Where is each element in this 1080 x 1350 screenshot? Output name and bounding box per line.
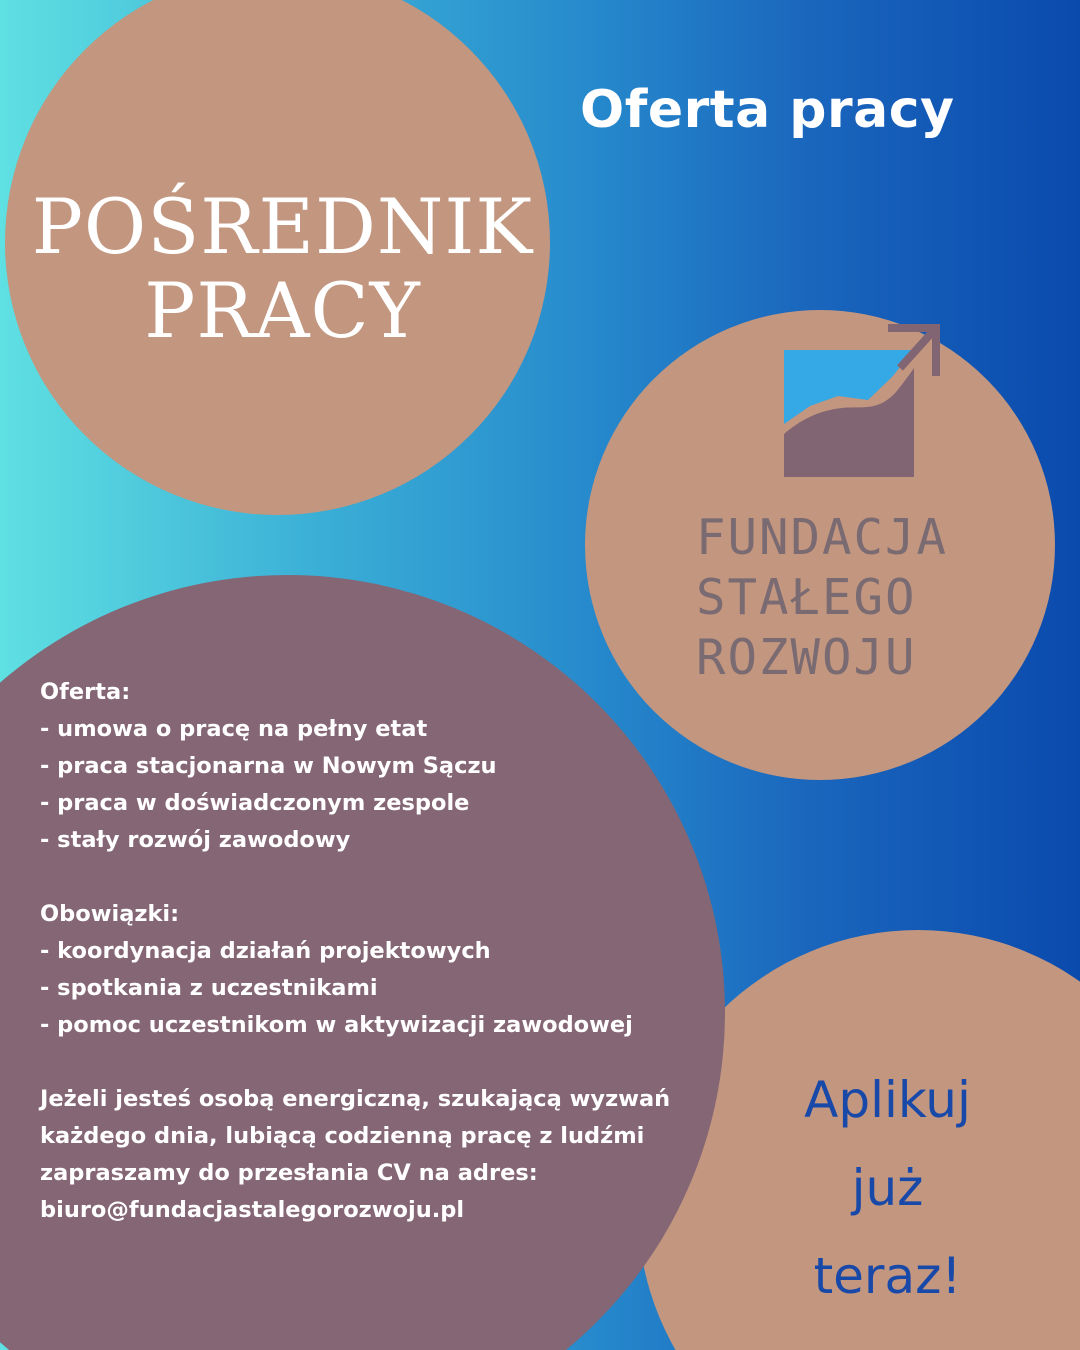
duty-item: - koordynacja działań projektowych xyxy=(40,938,491,964)
invite-line: każdego dnia, lubiącą codzienną pracę z ludźmi xyxy=(40,1123,645,1149)
cta-line: już xyxy=(851,1159,924,1217)
growth-chart-logo-icon xyxy=(780,322,942,477)
cta-line: teraz! xyxy=(813,1247,962,1305)
logo-line: STAŁEGO xyxy=(696,569,917,626)
offer-details xyxy=(40,674,710,1229)
page-title: Oferta pracy xyxy=(580,80,955,140)
foundation-logo-text xyxy=(696,508,1006,688)
contact-email: biuro@fundacjastalegorozwoju.pl xyxy=(40,1197,465,1223)
offer-heading: Oferta: xyxy=(40,679,131,705)
section-spacer xyxy=(40,859,710,896)
offer-item: - umowa o pracę na pełny etat xyxy=(40,716,428,742)
duties-heading: Obowiązki: xyxy=(40,901,180,927)
logo-line: FUNDACJA xyxy=(696,509,949,566)
offer-item: - praca w doświadczonym zespole xyxy=(40,790,470,816)
invite-line: Jeżeli jesteś osobą energiczną, szukającą wyzwań xyxy=(40,1086,671,1112)
section-spacer xyxy=(40,1044,710,1081)
offer-item: - praca stacjonarna w Nowym Sączu xyxy=(40,753,497,779)
cta-line: Aplikuj xyxy=(804,1071,971,1129)
logo-line: ROZWOJU xyxy=(696,629,917,686)
job-title: POŚREDNIK PRACY xyxy=(31,182,534,355)
duty-item: - pomoc uczestnikom w aktywizacji zawodowej xyxy=(40,1012,633,1038)
duty-item: - spotkania z uczestnikami xyxy=(40,975,378,1001)
invite-line: zapraszamy do przesłania CV na adres: xyxy=(40,1160,538,1186)
apply-now-callout xyxy=(775,1056,1000,1320)
offer-item: - stały rozwój zawodowy xyxy=(40,827,351,853)
